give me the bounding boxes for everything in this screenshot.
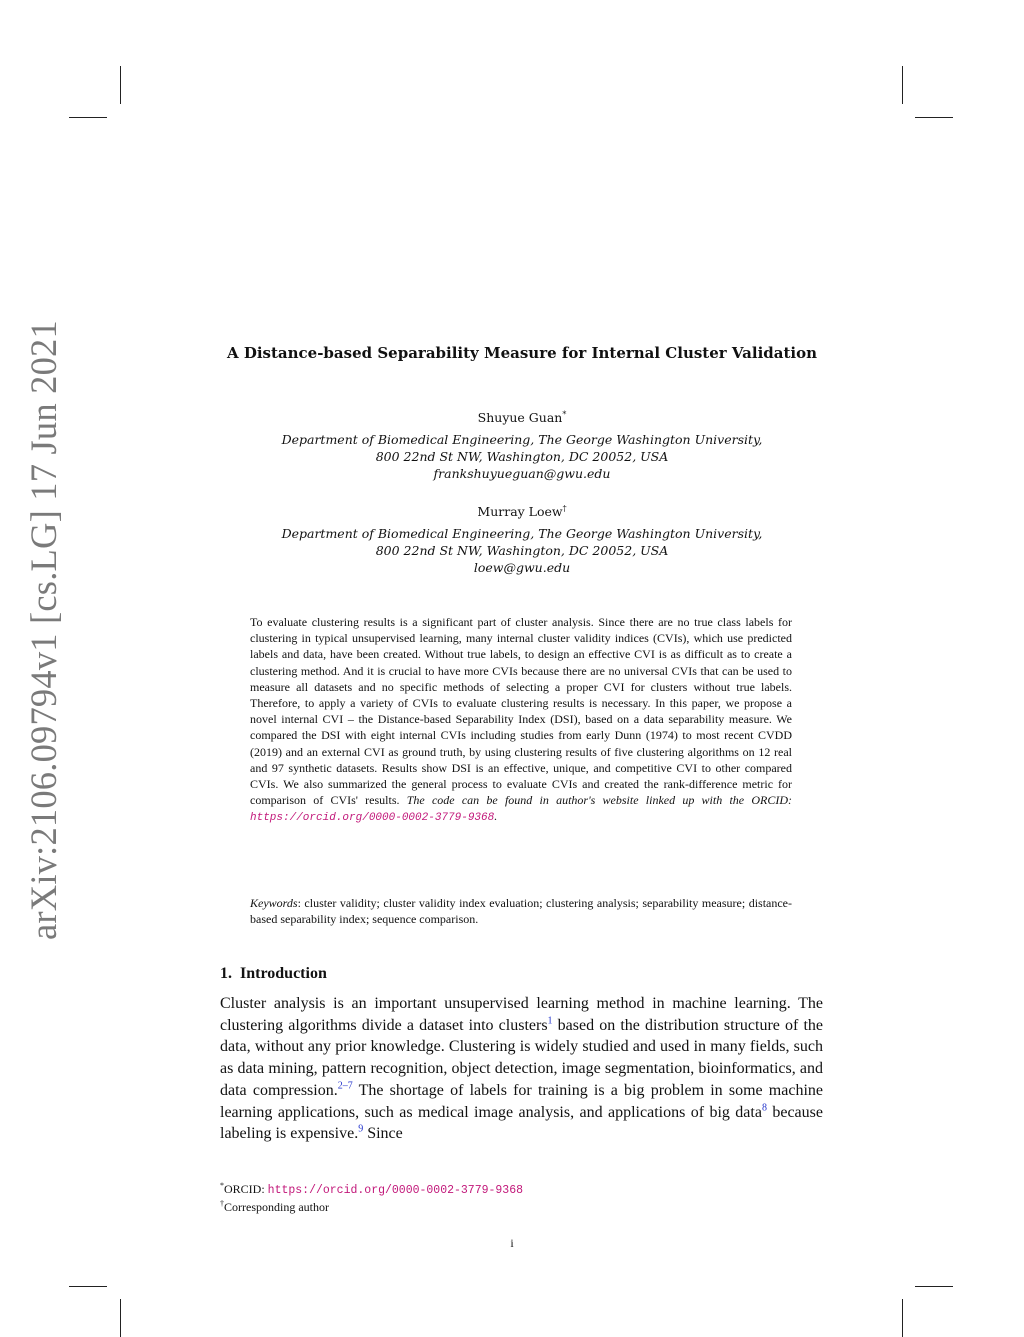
- citation-link[interactable]: 9: [358, 1123, 364, 1135]
- paper-title: A Distance-based Separability Measure for Internal Cluster Validation: [226, 344, 818, 362]
- crop-mark: [120, 1299, 121, 1337]
- crop-mark: [902, 1299, 903, 1337]
- footnote-corresponding: †Corresponding author: [220, 1199, 329, 1214]
- keywords-text: : cluster validity; cluster validity index evaluation; clustering analysis; separability measure; distance-based separability index; sequence comparison.: [250, 896, 792, 927]
- author-block: [160, 504, 884, 576]
- footnote-orcid: *ORCID: https://orcid.org/0000-0002-3779-9368: [220, 1181, 524, 1197]
- crop-mark: [915, 1286, 953, 1287]
- author-mark: †: [562, 503, 567, 513]
- code-orcid-link[interactable]: https://orcid.org/0000-0002-3779-9368: [250, 812, 495, 825]
- orcid-link[interactable]: https://orcid.org/0000-0002-3779-9368: [267, 1184, 524, 1197]
- keywords: [250, 895, 792, 927]
- footnotes: [220, 1181, 820, 1215]
- author-block: [160, 410, 884, 482]
- author-affiliation: Department of Biomedical Engineering, The George Washington University,: [281, 526, 763, 541]
- introduction-paragraph: Cluster analysis is an important unsupervised learning method in machine learning. The clustering algorithms divide a dataset into clusters$^1$ based on the distribution structure of the data, without any prior knowledge. Clustering is widely studied and used in many fields, such as data mining, pattern recognition, object detection, image segmentation, bioinformatics, and data compression.$^{2-7}$ The shortage of labels for training is a big problem in some machine learning applications, such as medical image analysis, and applications of big data$^8$ because labeling is expensive.$^9$ Since: [220, 995, 824, 1143]
- author-email[interactable]: loew@gwu.edu: [473, 560, 571, 575]
- keywords-label: Keywords: [250, 896, 298, 910]
- crop-mark: [69, 1286, 107, 1287]
- abstract: To evaluate clustering results is a significant part of cluster analysis. Since there are no true class labels for clustering in typical unsupervised learning, many internal cluster validity indices (CVIs), which use predicted labels and data, have been created. Without true labels, to design an effective CVI is as difficult as to create a clustering method. And it is crucial to have more CVIs because there are no universal CVIs that can be used to measure all datasets and no specific methods of selecting a proper CVI for clusters without true labels. Therefore, to apply a variety of CVIs to evaluate clustering results is necessary. In this paper, we propose a novel internal CVI – the Distance-based Separability Index (DSI), based on a data separability measure. We compared the DSI with eight internal CVIs including studies from early Dunn (1974) to most recent CVDD (2019) and an external CVI as ground truth, by using clustering results of five clustering algorithms on 12 real and 97 synthetic datasets. Results show DSI is an effective, unique, and competitive CVI to other compared CVIs. We also summarized the general process to evaluate CVIs and created the rank-difference metric for comparison of CVIs' results. The code can be found in author's website linked up with the ORCID: https://orcid.org/0000-0002-3779-9368.: [250, 615, 792, 825]
- code-note: The code can be found in author's website linked up with the ORCID:: [406, 793, 792, 808]
- author-address: 800 22nd St NW, Washington, DC 20052, USA: [375, 449, 669, 464]
- author-name: Shuyue Guan*: [477, 409, 567, 425]
- crop-mark: [120, 66, 121, 104]
- author-email[interactable]: frankshuyueguan@gwu.edu: [433, 466, 611, 481]
- author-affiliation: Department of Biomedical Engineering, The George Washington University,: [281, 432, 763, 447]
- author-mark: *: [562, 409, 567, 419]
- citation-link[interactable]: 8: [761, 1102, 767, 1114]
- page-number: i: [510, 1236, 514, 1250]
- abstract-text: To evaluate clustering results is a significant part of cluster analysis. Since there are no true class labels for clustering in typical unsupervised learning, many internal cluster validity indices (CVIs), which use predicted labels and data, have been created. Without true labels, to design an effective CVI is as difficult as to create a clustering method. And it is crucial to have more CVIs because there are no universal CVIs that can be used to measure all datasets and no specific methods of selecting a proper CVI for clusters without true labels. Therefore, to apply a variety of CVIs to evaluate clustering results is necessary. In this paper, we propose a novel internal CVI – the Distance-based Separability Index (DSI), based on a data separability measure. We compared the DSI with eight internal CVIs including studies from early Dunn (1974) to most recent CVDD (2019) and an external CVI as ground truth, by using clustering results of five clustering algorithms on 12 real and 97 synthetic datasets. Results show DSI is an effective, unique, and competitive CVI to other compared CVIs. We also summarized the general process to evaluate CVIs and created the rank-difference metric for comparison of CVIs' results.: [250, 615, 792, 808]
- citation-link[interactable]: 2–7: [337, 1080, 353, 1092]
- crop-mark: [915, 117, 953, 118]
- crop-mark: [902, 66, 903, 104]
- citation-link[interactable]: 1: [547, 1015, 553, 1027]
- author-name: Murray Loew†: [477, 503, 567, 519]
- author-address: 800 22nd St NW, Washington, DC 20052, USA: [375, 543, 669, 558]
- arxiv-identifier-stamp: arXiv:2106.09794v1 [cs.LG] 17 Jun 2021: [23, 320, 64, 940]
- section-heading: 1. Introduction: [220, 965, 327, 982]
- crop-mark: [69, 117, 107, 118]
